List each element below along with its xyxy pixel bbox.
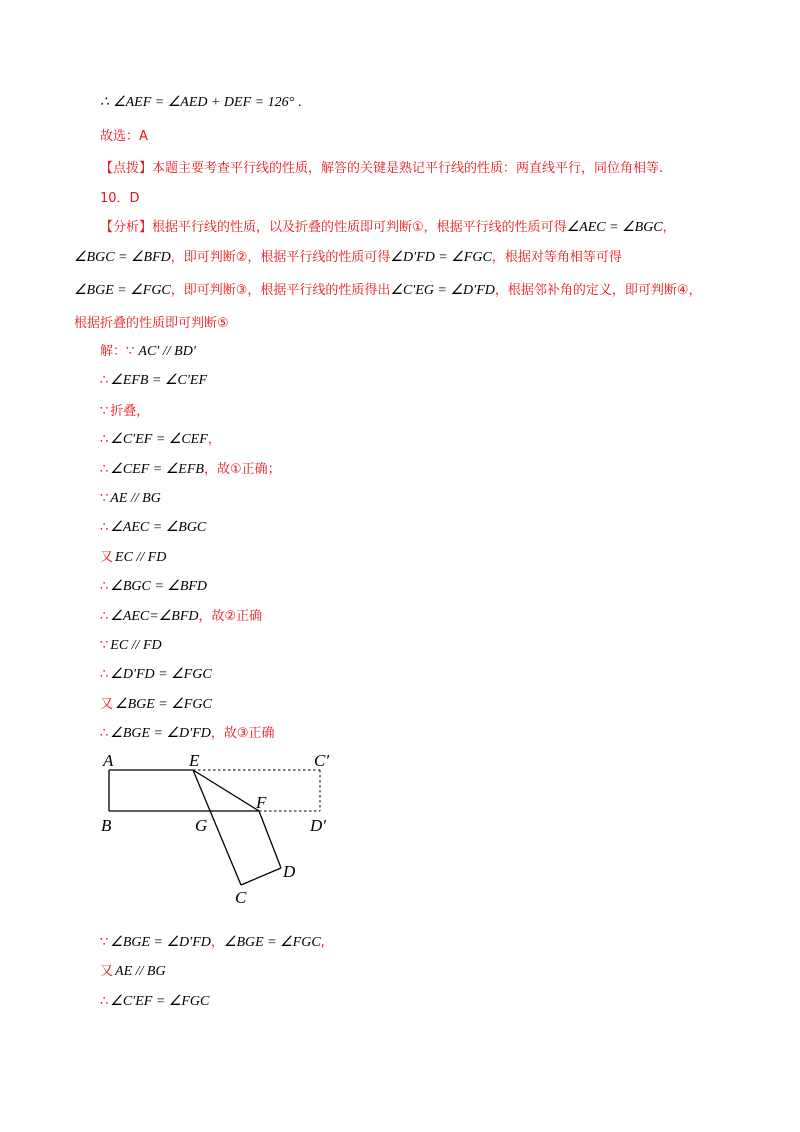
label-D: D xyxy=(283,862,296,881)
conclusion-line-1 xyxy=(100,94,302,112)
math-expression: ∠AEF = ∠AED + DEF = 126° xyxy=(113,95,295,110)
math-expression: ∠BGE = ∠D′FD xyxy=(110,935,211,950)
proof-line xyxy=(100,461,281,479)
math-expression: ∠AEC = ∠BGC xyxy=(566,220,663,235)
proof-text: ， xyxy=(207,432,221,447)
label-C: C xyxy=(235,888,247,907)
proof-line xyxy=(100,578,207,596)
edge-CD xyxy=(241,868,281,885)
label-C-prime: C′ xyxy=(314,751,330,770)
because-symbol: ∵ xyxy=(100,935,109,950)
math-expression: EC // FD xyxy=(110,638,162,653)
proof-text: ，故①正确； xyxy=(203,462,281,477)
proof-line xyxy=(100,725,275,743)
math-expression: AE // BG xyxy=(110,491,161,506)
math-expression: ∠BGC = ∠BFD xyxy=(110,579,208,594)
therefore-symbol: ∴ xyxy=(100,462,109,477)
therefore-symbol: ∴ xyxy=(100,373,109,388)
analysis-text: ，即可判断③，根据平行线的性质得出 xyxy=(170,283,391,298)
label-A: A xyxy=(103,751,114,770)
analysis-line-2 xyxy=(74,249,622,267)
math-expression: ∠CEF = ∠EFB xyxy=(110,462,204,477)
label-G: G xyxy=(195,816,208,835)
analysis-line-3 xyxy=(74,282,702,300)
math-expression: ∠BGE = ∠FGC xyxy=(115,697,212,712)
proof-line xyxy=(100,403,149,421)
edge-DF xyxy=(259,811,281,868)
folded-rectangle-figure xyxy=(90,745,340,915)
answer-choice: 故选：A xyxy=(100,129,148,144)
label-E: E xyxy=(189,751,200,770)
proof-line xyxy=(100,431,221,449)
proof-line xyxy=(100,637,162,655)
analysis-text: ，根据邻补角的定义，即可判断④， xyxy=(494,283,702,298)
analysis-text: ，即可判断②，根据平行线的性质可得 xyxy=(170,250,391,265)
proof-text: ，故③正确 xyxy=(210,726,275,741)
proof-line xyxy=(100,696,212,714)
label-B: B xyxy=(101,816,112,835)
therefore-symbol: ∴ xyxy=(100,609,109,624)
also-symbol: 又 xyxy=(100,964,114,979)
proof-line xyxy=(100,934,325,952)
math-expression: ∠D′FD = ∠FGC xyxy=(110,667,212,682)
proof-text: 折叠， xyxy=(110,404,150,419)
period: . xyxy=(298,95,302,110)
label-F: F xyxy=(256,793,267,812)
therefore-symbol: ∴ xyxy=(100,726,109,741)
proof-line xyxy=(100,519,206,537)
math-expression: ∠AEC = ∠BGC xyxy=(110,520,207,535)
math-expression: ∠AEC=∠BFD xyxy=(110,609,199,624)
because-symbol: ∵ xyxy=(100,404,109,419)
therefore-symbol: ∴ xyxy=(100,579,109,594)
proof-line xyxy=(100,963,166,981)
math-expression: AE // BG xyxy=(115,964,166,979)
question-number: 10．D xyxy=(100,191,140,206)
analysis-line-1 xyxy=(100,219,676,237)
analysis-text: ，根据对等角相等可得 xyxy=(491,250,622,265)
tip-paragraph: 【点拨】本题主要考查平行线的性质，解答的关键是熟记平行线的性质：两直线平行，同位角相等. xyxy=(100,161,664,176)
math-expression: ∠BGC = ∠BFD xyxy=(74,250,171,265)
also-symbol: 又 xyxy=(100,697,114,712)
label-D-prime: D′ xyxy=(310,816,326,835)
solution-start xyxy=(100,343,196,361)
proof-line xyxy=(100,666,212,684)
math-expression: ∠C′EF = ∠CEF xyxy=(110,432,208,447)
math-expression: ∠BGE = ∠D′FD xyxy=(110,726,211,741)
proof-text: ，故②正确 xyxy=(198,609,263,624)
math-expression: ∠BGE = ∠FGC xyxy=(223,935,321,950)
proof-line xyxy=(100,608,262,626)
math-expression: ∠C′EF = ∠FGC xyxy=(110,994,210,1009)
math-expression: AC′ // BD′ xyxy=(138,344,196,359)
therefore-symbol: ∴ xyxy=(100,95,109,110)
proof-text: , xyxy=(320,935,325,950)
proof-line xyxy=(100,490,161,508)
math-expression: ∠C′EG = ∠D′FD xyxy=(390,283,495,298)
because-symbol: ∵ xyxy=(100,491,109,506)
math-expression: ∠EFB = ∠C′EF xyxy=(110,373,207,388)
math-expression: ∠BGE = ∠FGC xyxy=(74,283,171,298)
therefore-symbol: ∴ xyxy=(100,520,109,535)
therefore-symbol: ∴ xyxy=(100,432,109,447)
solution-prefix: 解：∵ xyxy=(100,344,135,359)
proof-line xyxy=(100,993,209,1011)
analysis-text: 【分析】根据平行线的性质，以及折叠的性质即可判断①，根据平行线的性质可得 xyxy=(100,220,567,235)
also-symbol: 又 xyxy=(100,550,114,565)
therefore-symbol: ∴ xyxy=(100,667,109,682)
because-symbol: ∵ xyxy=(100,638,109,653)
fold-line-EF xyxy=(193,770,259,811)
therefore-symbol: ∴ xyxy=(100,994,109,1009)
math-expression: EC // FD xyxy=(115,550,167,565)
analysis-line-4: 根据折叠的性质即可判断⑤ xyxy=(74,316,229,331)
proof-line xyxy=(100,372,207,390)
math-expression: ∠D′FD = ∠FGC xyxy=(390,250,492,265)
proof-line xyxy=(100,549,166,567)
analysis-text: ， xyxy=(662,220,676,235)
proof-text: ， xyxy=(210,935,224,950)
